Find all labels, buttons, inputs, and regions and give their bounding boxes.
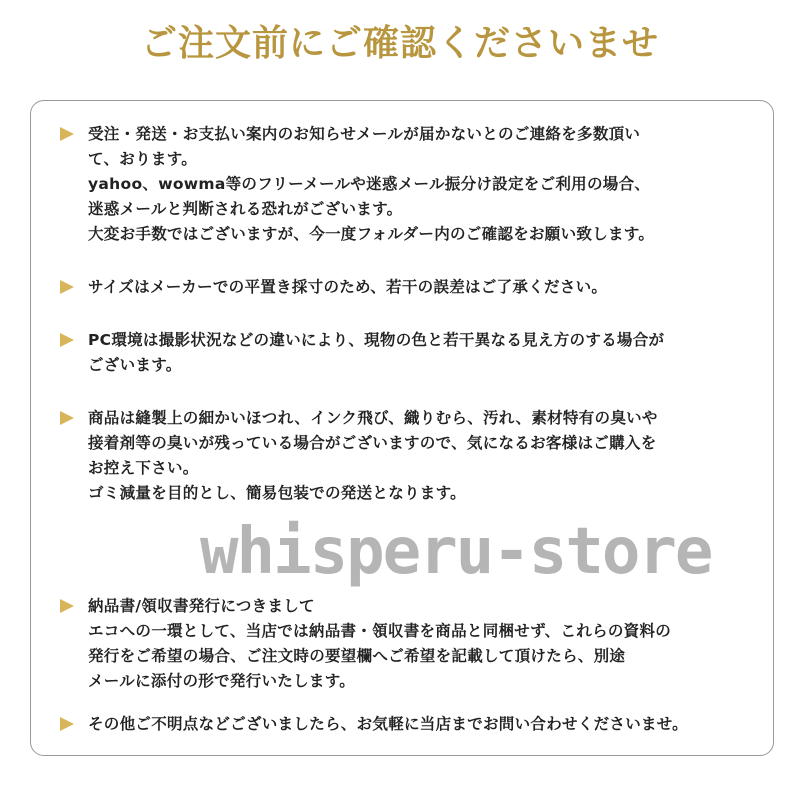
text-line: て、おります。	[88, 150, 198, 168]
text-line: メールに添付の形で発行いたします。	[88, 672, 356, 690]
triangle-bullet-icon	[60, 333, 74, 347]
text-line: 大変お手数ではございますが、今一度フォルダー内のご確認をお願い致します。	[88, 225, 655, 243]
text-line: エコへの一環として、当店では納品書・領収書を商品と同梱せず、これらの資料の	[88, 622, 672, 640]
text-line: PC環境は撮影状況などの違いにより、現物の色と若干異なる見え方のする場合が	[88, 331, 665, 349]
triangle-bullet-icon	[60, 127, 74, 141]
notice-section-receipt	[60, 594, 760, 694]
text-line: 受注・発送・お支払い案内のお知らせメールが届かないとのご連絡を多数頂い	[88, 125, 641, 143]
text-line: 接着剤等の臭いが残っている場合がございますので、気になるお客様はご購入を	[88, 434, 657, 452]
text-line: お控え下さい。	[88, 459, 199, 477]
store-watermark: whisperu-store	[200, 515, 712, 589]
text-line: その他ご不明点などございましたら、お気軽に当店までお問い合わせくださいませ。	[88, 715, 688, 733]
notice-section-quality	[60, 406, 760, 506]
text-line: ゴミ減量を目的とし、簡易包装での発送となります。	[88, 484, 466, 502]
triangle-bullet-icon	[60, 280, 74, 294]
text-line: yahoo、wowma等のフリーメールや迷惑メール振分け設定をご利用の場合、	[88, 175, 651, 193]
text-line: 発行をご希望の場合、ご注文時の要望欄へご希望を記載して頂けたら、別途	[88, 647, 626, 665]
notice-section-contact	[60, 712, 760, 737]
notice-section-color	[60, 328, 760, 378]
text-line: ございます。	[88, 356, 182, 374]
notice-section-email	[60, 122, 760, 247]
triangle-bullet-icon	[60, 599, 74, 613]
text-line: 商品は縫製上の細かいほつれ、インク飛び、織りむら、汚れ、素材特有の臭いや	[88, 409, 658, 427]
text-line: 迷惑メールと判断される恐れがございます。	[88, 200, 403, 218]
text-line: サイズはメーカーでの平置き採寸のため、若干の誤差はご了承ください。	[88, 278, 608, 296]
triangle-bullet-icon	[60, 411, 74, 425]
text-line: 納品書/領収書発行につきまして	[88, 597, 315, 615]
page-title: ご注文前にご確認くださいませ	[140, 23, 659, 64]
notice-section-size	[60, 275, 760, 300]
triangle-bullet-icon	[60, 717, 74, 731]
